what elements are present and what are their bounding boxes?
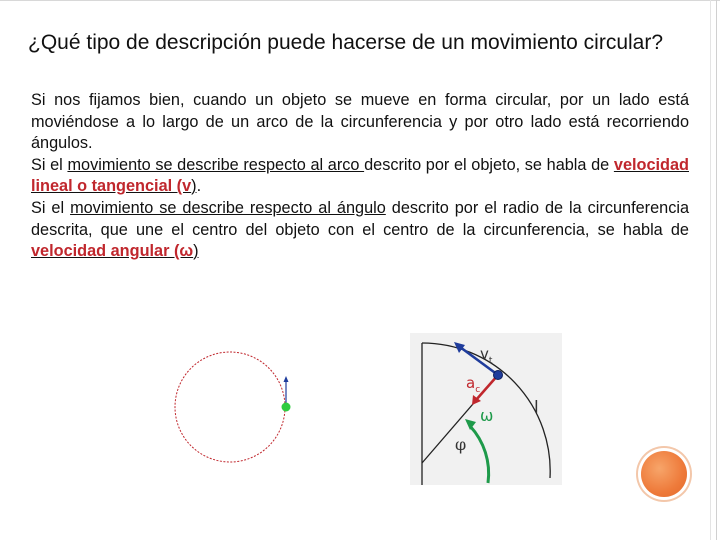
slide-right-border-inner [710, 0, 711, 540]
label-tangent-velocity: $v_t$ [480, 345, 493, 366]
velocity-arrowhead [284, 376, 289, 382]
text-fragment: Si el [31, 155, 68, 174]
closing-parenthesis: ) [193, 242, 199, 261]
circular-path [175, 352, 285, 462]
paragraph-intro: Si nos fijamos bien, cuando un objeto se mueve en forma circular, por un lado está moviéndose a lo largo de un arco de la circunferencia y por otro lado está recorriendo ángulos. [31, 91, 689, 153]
angular-velocity-term: velocidad angular (ω [31, 242, 194, 261]
label-radius: l [534, 398, 539, 418]
underlined-phrase-arc: movimiento se describe respecto al arco [67, 155, 365, 174]
text-fragment: descrito por el radio de la circunferencia descrita, que une el centro del objeto con el centro de la circunferencia, se habla de [31, 198, 690, 239]
paragraph-linear [31, 155, 689, 198]
slide-body [31, 90, 689, 263]
linear-velocity-term: velocidad lineal o tangencial (v [31, 155, 689, 196]
angular-velocity-highlight [31, 242, 193, 260]
object-point [494, 371, 503, 380]
slide-top-border [0, 0, 720, 1]
slide-title: ¿Qué tipo de descripción puede hacerse de un movimiento circular? [28, 31, 664, 54]
paragraph-angular [31, 198, 689, 263]
label-omega: ω [480, 406, 494, 425]
label-centripetal-acceleration: $a_c$ [466, 374, 481, 395]
moving-object-dot [282, 403, 291, 412]
text-fragment: Si el [31, 198, 71, 217]
text-fragment: . [196, 177, 202, 196]
label-phi: φ [455, 435, 467, 454]
decorative-orange-circle [641, 451, 687, 497]
closing-parenthesis: ) [191, 177, 197, 196]
text-fragment: descrito por el objeto, se habla de [364, 155, 614, 174]
velocity-diagram [410, 333, 562, 485]
circular-motion-animation [170, 340, 300, 470]
slide-right-border [716, 0, 717, 540]
underlined-phrase-angle: movimiento se describe respecto al ángulo [70, 198, 386, 217]
